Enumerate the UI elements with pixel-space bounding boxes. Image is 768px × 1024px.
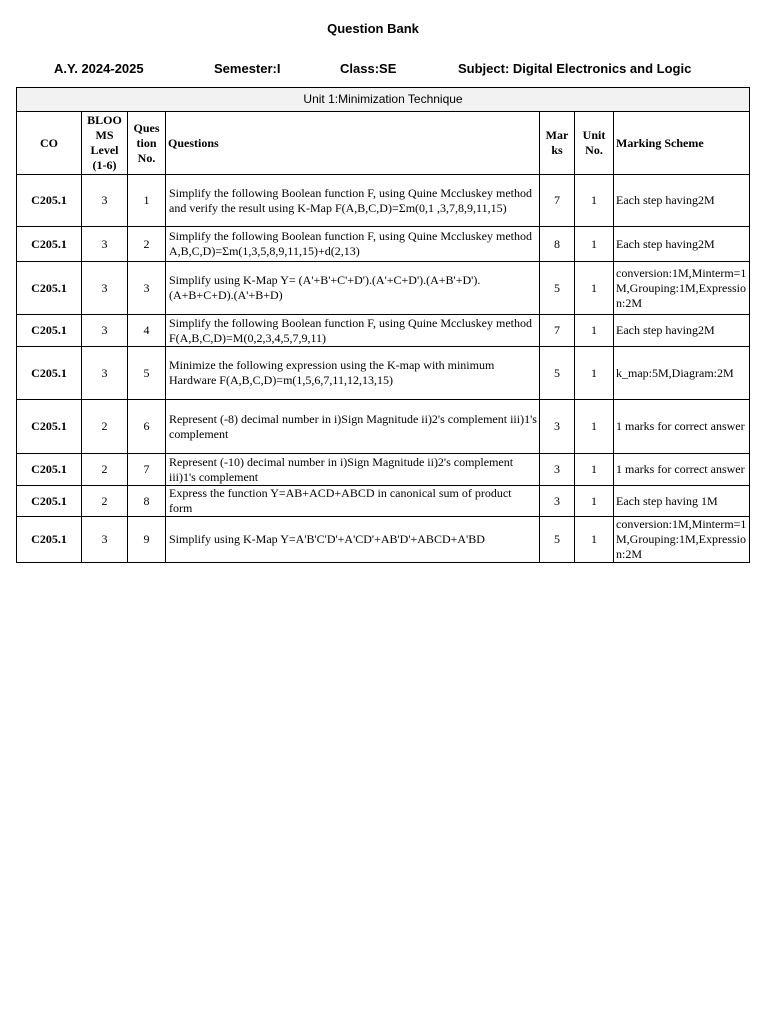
header-question-no: Ques tion No. [128, 112, 166, 175]
co-cell: C205.1 [17, 486, 82, 517]
academic-year: A.Y. 2024-2025 [54, 61, 144, 76]
class: Class:SE [340, 61, 397, 76]
bloom-level-cell: 2 [82, 486, 128, 517]
document-title: Question Bank [327, 21, 419, 36]
unit-no-cell: 1 [575, 227, 614, 262]
header-questions: Questions [166, 112, 540, 175]
marking-scheme-cell: 1 marks for correct answer [614, 400, 750, 454]
co-cell: C205.1 [17, 347, 82, 400]
marks-cell: 3 [540, 486, 575, 517]
marking-scheme-cell: conversion:1M,Minterm=1M,Grouping:1M,Expression:2M [614, 262, 750, 315]
table-row [17, 454, 750, 486]
marking-scheme-cell: conversion:1M,Minterm=1M,Grouping:1M,Expression:2M [614, 517, 750, 563]
subject: Subject: Digital Electronics and Logic [458, 61, 692, 76]
table-row [17, 486, 750, 517]
unit-no-cell: 1 [575, 347, 614, 400]
marks-cell: 5 [540, 262, 575, 315]
table-row [17, 347, 750, 400]
unit-no-cell: 1 [575, 175, 614, 227]
question-no-cell: 2 [128, 227, 166, 262]
marking-scheme-cell: Each step having2M [614, 175, 750, 227]
unit-no-cell: 1 [575, 454, 614, 486]
co-cell: C205.1 [17, 175, 82, 227]
marking-scheme-cell: 1 marks for correct answer [614, 454, 750, 486]
header-co: CO [17, 112, 82, 175]
marks-cell: 3 [540, 400, 575, 454]
marking-scheme-cell: Each step having2M [614, 315, 750, 347]
question-cell: Simplify using K-Map Y=A'B'C'D'+A'CD'+AB'D'+ABCD+A'BD [166, 517, 540, 563]
header-unit-no: Unit No. [575, 112, 614, 175]
unit-no-cell: 1 [575, 315, 614, 347]
question-cell: Represent (-10) decimal number in i)Sign Magnitude ii)2's complement iii)1's complement [166, 454, 540, 486]
co-cell: C205.1 [17, 262, 82, 315]
bloom-level-cell: 3 [82, 347, 128, 400]
bloom-level-cell: 3 [82, 517, 128, 563]
marking-scheme-cell: Each step having2M [614, 227, 750, 262]
marks-cell: 8 [540, 227, 575, 262]
marking-scheme-cell: k_map:5M,Diagram:2M [614, 347, 750, 400]
question-cell: Simplify using K-Map Y= (A'+B'+C'+D').(A'+C+D').(A+B'+D').(A+B+C+D).(A'+B+D) [166, 262, 540, 315]
table-row [17, 262, 750, 315]
semester: Semester:I [214, 61, 281, 76]
unit-no-cell: 1 [575, 517, 614, 563]
question-no-cell: 5 [128, 347, 166, 400]
marks-cell: 5 [540, 347, 575, 400]
bloom-level-cell: 3 [82, 315, 128, 347]
header-row [17, 112, 750, 175]
question-cell: Simplify the following Boolean function F, using Quine Mccluskey method F(A,B,C,D)=M(0,2,3,4,5,7,9,11) [166, 315, 540, 347]
question-no-cell: 1 [128, 175, 166, 227]
bloom-level-cell: 3 [82, 227, 128, 262]
question-table [16, 87, 750, 563]
table-row [17, 175, 750, 227]
bloom-level-cell: 3 [82, 262, 128, 315]
question-no-cell: 7 [128, 454, 166, 486]
bloom-level-cell: 2 [82, 400, 128, 454]
marks-cell: 7 [540, 175, 575, 227]
marks-cell: 3 [540, 454, 575, 486]
unit-title: Unit 1:Minimization Technique [17, 88, 750, 112]
unit-no-cell: 1 [575, 262, 614, 315]
question-cell: Express the function Y=AB+ACD+ABCD in canonical sum of product form [166, 486, 540, 517]
unit-title-row [17, 88, 750, 112]
header-blooms-level: BLOO MS Level (1-6) [82, 112, 128, 175]
co-cell: C205.1 [17, 315, 82, 347]
question-cell: Simplify the following Boolean function F, using Quine Mccluskey method and verify the result using K-Map F(A,B,C,D)=Σm(0,1 ,3,7,8,9,11,15) [166, 175, 540, 227]
question-no-cell: 9 [128, 517, 166, 563]
question-cell: Simplify the following Boolean function F, using Quine Mccluskey method A,B,C,D)=Σm(1,3,5,8,9,11,15)+d(2,13) [166, 227, 540, 262]
header-marking-scheme: Marking Scheme [614, 112, 750, 175]
question-no-cell: 8 [128, 486, 166, 517]
marks-cell: 5 [540, 517, 575, 563]
co-cell: C205.1 [17, 400, 82, 454]
co-cell: C205.1 [17, 517, 82, 563]
co-cell: C205.1 [17, 227, 82, 262]
marking-scheme-cell: Each step having 1M [614, 486, 750, 517]
table-row [17, 400, 750, 454]
question-no-cell: 4 [128, 315, 166, 347]
table-row [17, 315, 750, 347]
question-cell: Minimize the following expression using the K-map with minimum Hardware F(A,B,C,D)=m(1,5,6,7,11,12,13,15) [166, 347, 540, 400]
table-row [17, 227, 750, 262]
table-row [17, 517, 750, 563]
bloom-level-cell: 3 [82, 175, 128, 227]
question-cell: Represent (-8) decimal number in i)Sign Magnitude ii)2's complement iii)1's complement [166, 400, 540, 454]
marks-cell: 7 [540, 315, 575, 347]
bloom-level-cell: 2 [82, 454, 128, 486]
header-marks: Mar ks [540, 112, 575, 175]
co-cell: C205.1 [17, 454, 82, 486]
unit-no-cell: 1 [575, 486, 614, 517]
question-no-cell: 3 [128, 262, 166, 315]
question-no-cell: 6 [128, 400, 166, 454]
unit-no-cell: 1 [575, 400, 614, 454]
